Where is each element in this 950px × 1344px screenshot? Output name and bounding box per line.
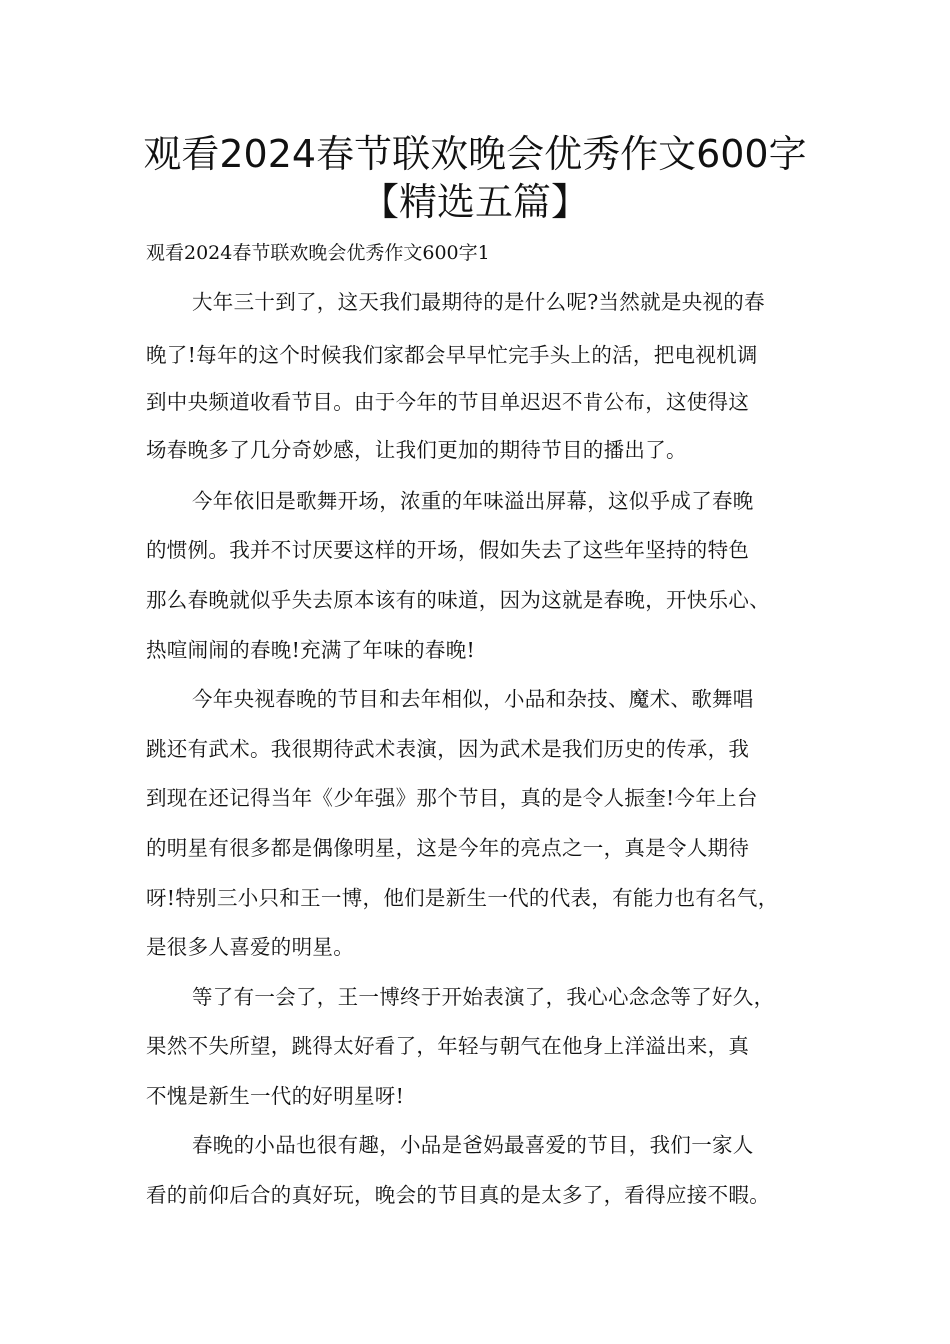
paragraph-line: 场春晚多了几分奇妙感，让我们更加的期待节目的播出了。: [146, 438, 687, 462]
paragraph-line: 呀!特别三小只和王一博，他们是新生一代的代表，有能力也有名气，: [146, 886, 779, 910]
paragraph-line: 的明星有很多都是偶像明星，这是今年的亮点之一，真是令人期待: [146, 836, 750, 860]
document-title-line-2: 【精选五篇】: [360, 180, 589, 224]
paragraph-line: 晚了!每年的这个时候我们家都会早早忙完手头上的活，把电视机调: [146, 343, 758, 367]
paragraph-line: 大年三十到了，这天我们最期待的是什么呢?当然就是央视的春: [192, 290, 765, 314]
paragraph-line: 到现在还记得当年《少年强》那个节目，真的是令人振奎!今年上台: [146, 786, 758, 810]
paragraph-line: 不愧是新生一代的好明星呀!: [146, 1084, 405, 1108]
paragraph-line: 等了有一会了，王一博终于开始表演了，我心心念念等了好久，: [192, 985, 775, 1009]
paragraph-line: 看的前仰后合的真好玩，晚会的节目真的是太多了，看得应接不暇。: [146, 1183, 770, 1207]
paragraph-line: 春晚的小品也很有趣，小品是爸妈最喜爱的节目，我们一家人: [192, 1133, 754, 1157]
paragraph-line: 今年依旧是歌舞开场，浓重的年味溢出屏幕，这似乎成了春晚: [192, 489, 754, 513]
paragraph-line: 跳还有武术。我很期待武术表演，因为武术是我们历史的传承，我: [146, 737, 750, 761]
paragraph-line: 到中央频道收看节目。由于今年的节目单迟迟不肯公布，这使得这: [146, 390, 750, 414]
document-title-line-1: 观看2024春节联欢晚会优秀作文600字: [143, 132, 807, 176]
paragraph-line: 那么春晚就似乎失去原本该有的味道，因为这就是春晚，开快乐心、: [146, 588, 770, 612]
paragraph-line: 是很多人喜爱的明星。: [146, 935, 354, 959]
paragraph-line: 的惯例。我并不讨厌要这样的开场，假如失去了这些年坚持的特色: [146, 538, 750, 562]
paragraph-line: 果然不失所望，跳得太好看了，年轻与朝气在他身上洋溢出来，真: [146, 1034, 750, 1058]
paragraph-line: 今年央视春晚的节目和去年相似，小品和杂技、魔术、歌舞唱: [192, 687, 754, 711]
section-heading: 观看2024春节联欢晚会优秀作文600字1: [146, 242, 490, 264]
paragraph-line: 热喧闹闹的春晚!充满了年味的春晚!: [146, 638, 476, 662]
